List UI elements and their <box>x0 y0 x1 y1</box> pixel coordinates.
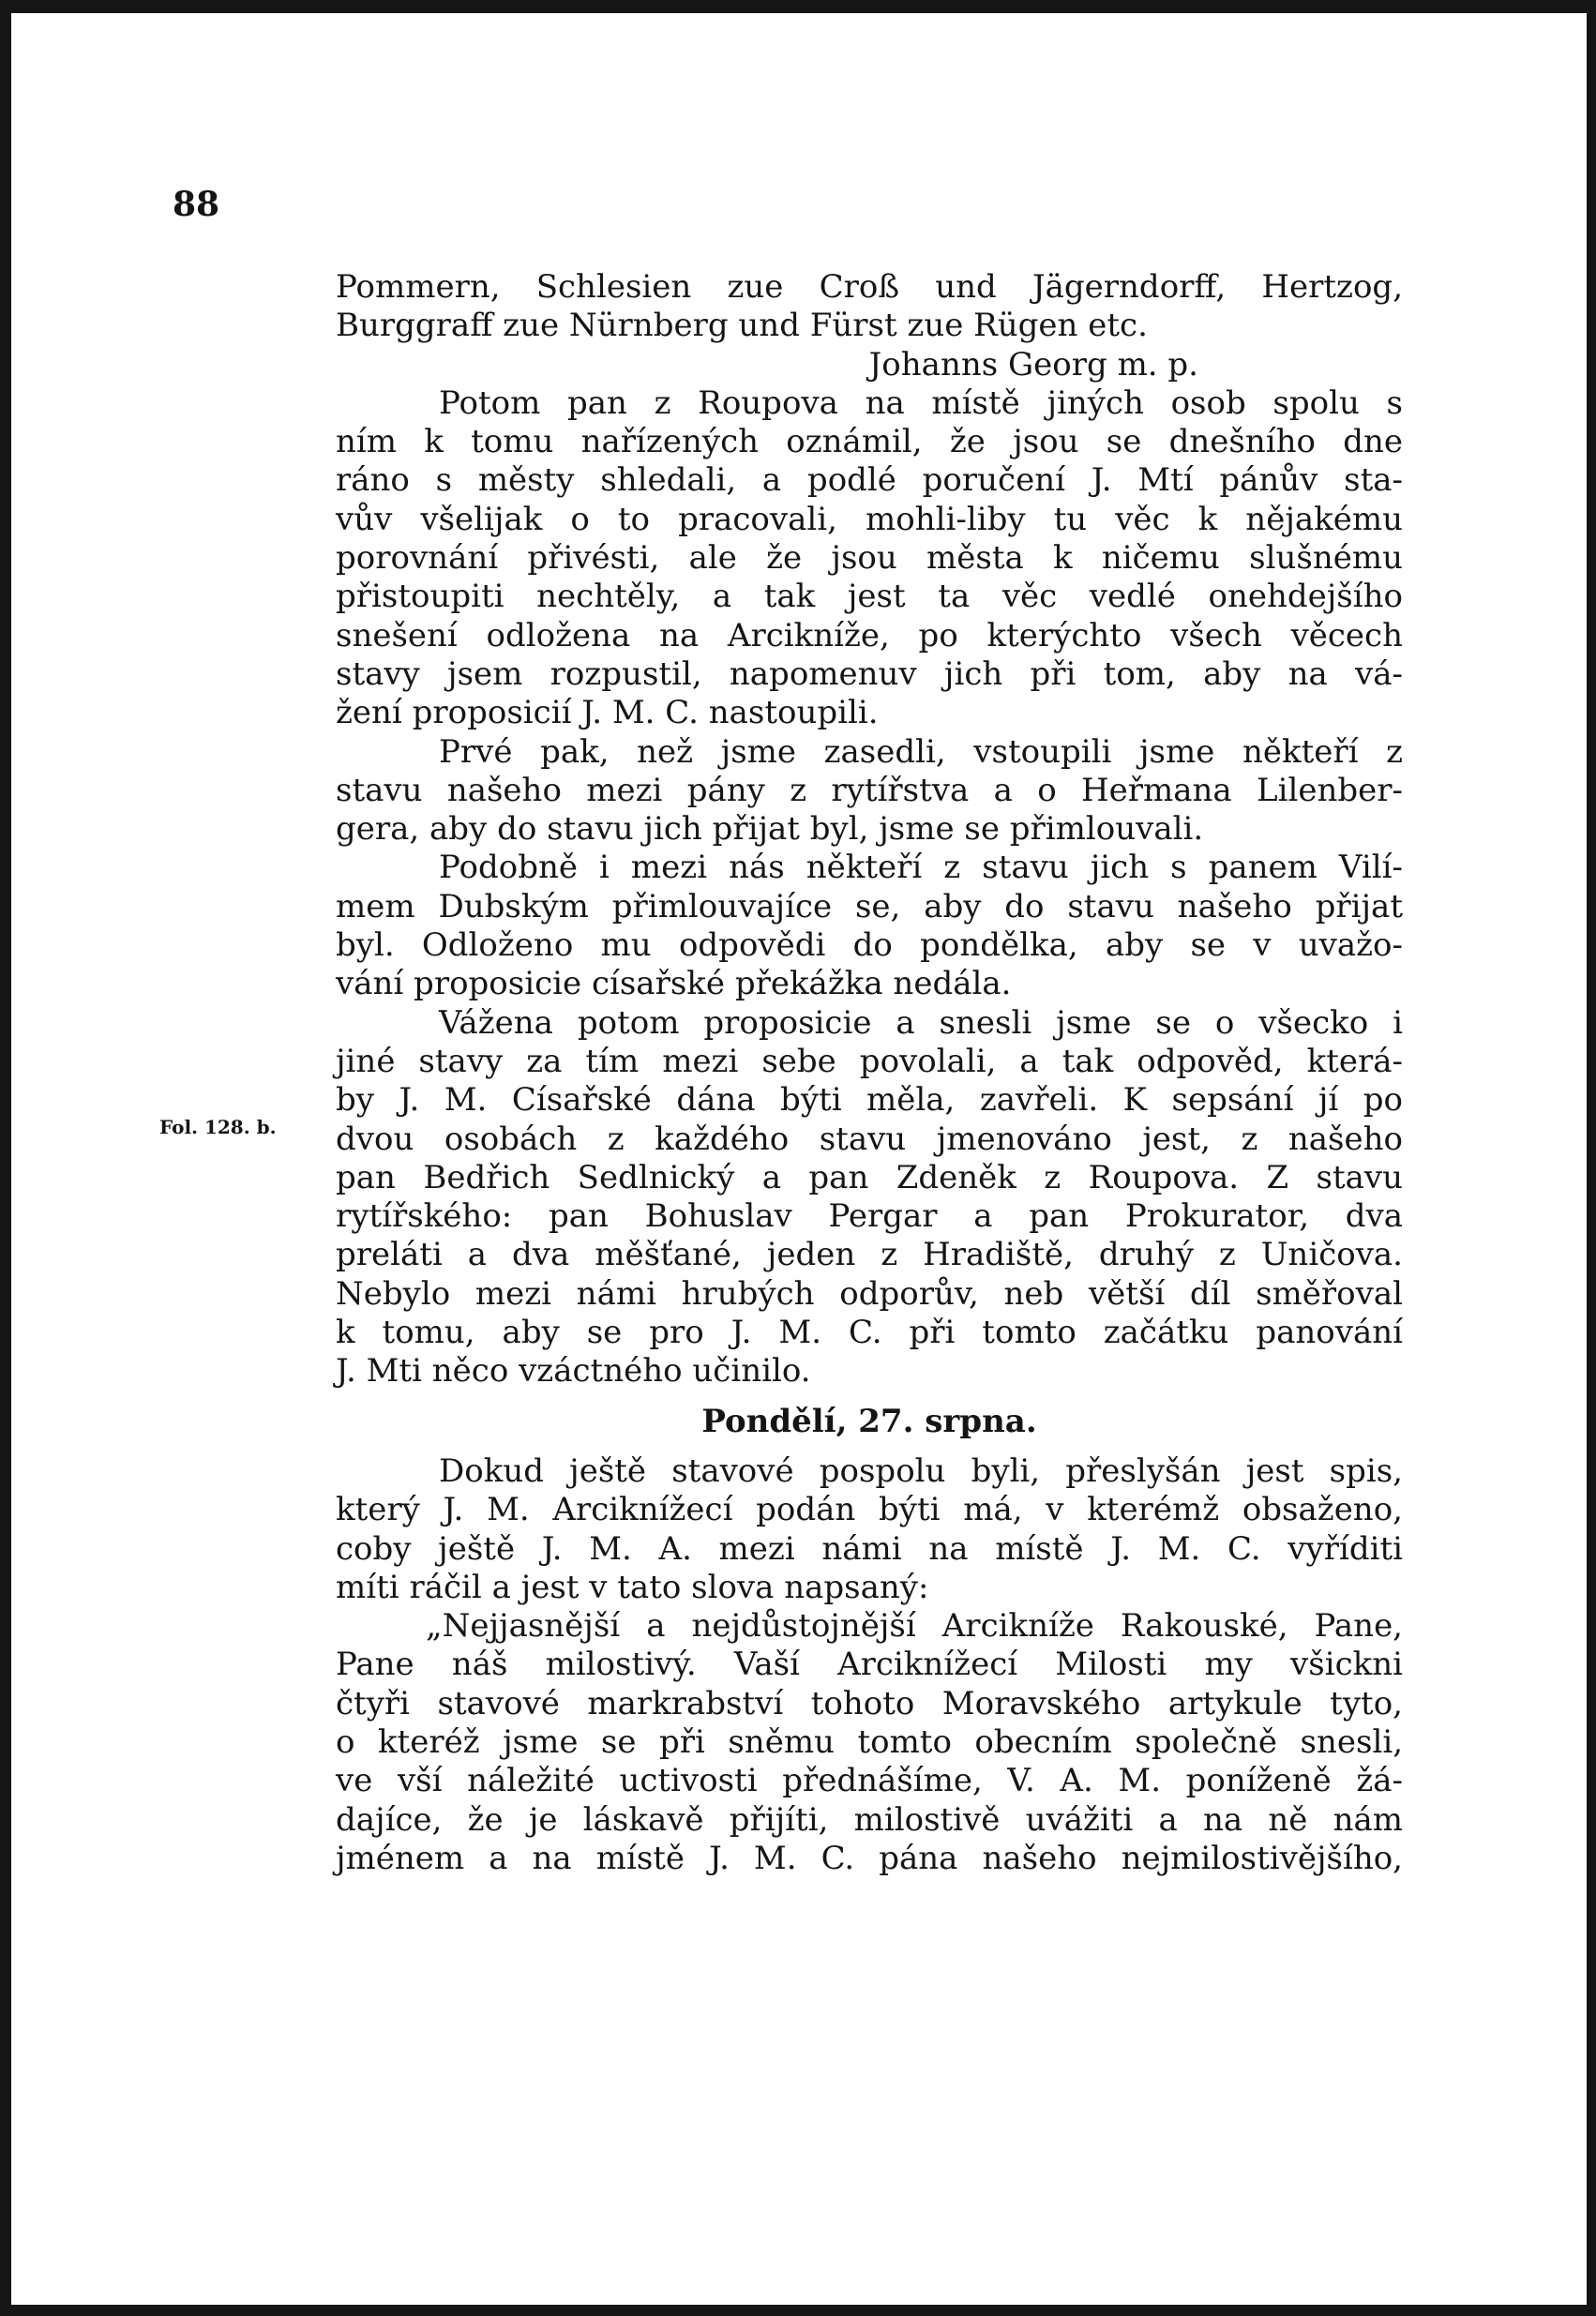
text-line: ve vší náležité uctivosti přednášíme, V. A. M. poníženě žá- <box>336 1762 1403 1800</box>
paragraph-start: Dokud ještě stavové pospolu byli, přeslyšán jest spis, <box>439 1451 1403 1490</box>
text-line: porovnání přivésti, ale že jsou města k ničemu slušnému <box>336 539 1403 578</box>
text-line: Burggraff zue Nürnberg und Fürst zue Rügen etc. <box>336 307 1148 345</box>
text-line: Pane náš milostivý. Vaší Arciknížecí Milosti my všickni <box>336 1646 1403 1684</box>
text-line: pan Bedřich Sedlnický a pan Zdeněk z Roupova. Z stavu <box>336 1158 1403 1196</box>
signature-line: Johanns Georg m. p. <box>868 345 1198 383</box>
text-line: rytířského: pan Bohuslav Pergar a pan Prokurator, dva <box>336 1197 1403 1236</box>
text-line: který J. M. Arciknížecí podán býti má, v kterémž obsaženo, <box>336 1491 1403 1529</box>
paragraph-start: Podobně i mezi nás někteří z stavu jich s panem Vilí- <box>439 849 1403 887</box>
text-line: o kteréž jsme se při sněmu tomto obecním společně snesli, <box>336 1722 1403 1761</box>
text-line: dajíce, že je láskavě přijíti, milostivě uvážiti a na ně nám <box>336 1800 1403 1839</box>
text-line: žení proposicií J. M. C. nastoupili. <box>336 694 879 732</box>
text-line: ním k tomu nařízených oznámil, že jsou se dnešního dne <box>336 423 1403 461</box>
text-line: coby ještě J. M. A. mezi námi na místě J. M. C. vyříditi <box>336 1529 1403 1568</box>
paragraph-start: Vážena potom proposicie a snesli jsme se o všecko i <box>439 1003 1403 1042</box>
text-line: gera, aby do stavu jich přijat byl, jsme se přimlouvali. <box>336 810 1204 849</box>
text-line: dvou osobách z každého stavu jmenováno jest, z našeho <box>336 1120 1403 1158</box>
folio-margin-note: Fol. 128. b. <box>159 1116 277 1138</box>
text-line: jiné stavy za tím mezi sebe povolali, a tak odpověd, která- <box>336 1042 1403 1080</box>
text-line: stavu našeho mezi pány z rytířstva a o Heřmana Lilenber- <box>336 771 1403 809</box>
paragraph-start: „Nejjasnější a nejdůstojnější Arcikníže Rakouské, Pane, <box>426 1607 1403 1646</box>
text-line: jménem a na místě J. M. C. pána našeho nejmilostivějšího, <box>336 1839 1403 1877</box>
paragraph-start: Potom pan z Roupova na místě jiných osob spolu s <box>439 383 1403 422</box>
text-line: vův všelijak o to pracovali, mohli-liby tu věc k nějakému <box>336 500 1403 538</box>
text-line: ráno s městy shledali, a podlé poručení J. Mtí pánův sta- <box>336 461 1403 500</box>
page-number: 88 <box>173 185 220 224</box>
text-line: čtyři stavové markrabství tohoto Moravského artykule tyto, <box>336 1684 1403 1722</box>
section-heading: Pondělí, 27. srpna. <box>701 1402 1037 1440</box>
text-line: snešení odložena na Arcikníže, po kterýchto všech věcech <box>336 616 1403 654</box>
text-line: J. Mti něco vzáctného učinilo. <box>336 1352 811 1391</box>
text-line: k tomu, aby se pro J. M. C. při tomto začátku panování <box>336 1314 1403 1352</box>
text-line: byl. Odloženo mu odpovědi do pondělka, aby se v uvažo- <box>336 926 1403 965</box>
text-line: přistoupiti nechtěly, a tak jest ta věc vedlé onehdejšího <box>336 578 1403 616</box>
text-line: míti ráčil a jest v tato slova napsaný: <box>336 1568 929 1606</box>
text-line: Nebylo mezi námi hrubých odporův, neb větší díl směřoval <box>336 1274 1403 1313</box>
text-line: preláti a dva měšťané, jeden z Hradiště, druhý z Uničova. <box>336 1236 1403 1274</box>
text-line: vání proposicie císařské překážka nedála. <box>336 965 1012 1003</box>
text-line: stavy jsem rozpustil, napomenuv jich při tom, aby na vá- <box>336 654 1403 693</box>
paragraph-start: Prvé pak, než jsme zasedli, vstoupili jsme někteří z <box>439 732 1403 771</box>
text-line: mem Dubským přimlouvajíce se, aby do stavu našeho přijat <box>336 887 1403 925</box>
text-line: Pommern, Schlesien zue Croß und Jägerndorff, Hertzog, <box>336 268 1403 306</box>
body-text <box>336 268 1403 1878</box>
text-line: by J. M. Císařské dána býti měla, zavřeli. K sepsání jí po <box>336 1081 1403 1120</box>
